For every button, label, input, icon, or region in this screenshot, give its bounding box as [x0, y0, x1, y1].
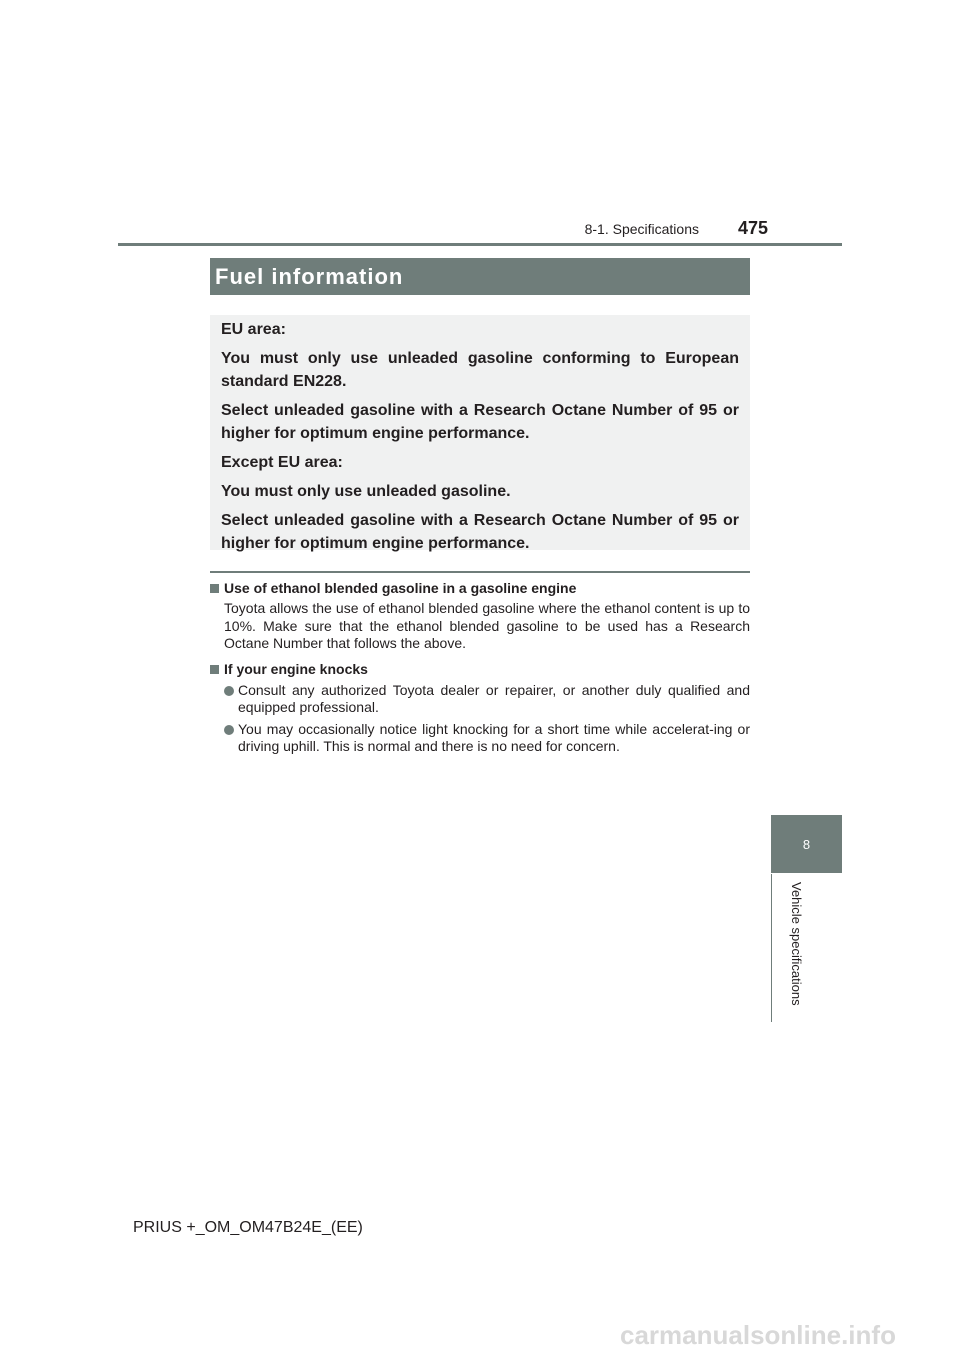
header-rule	[118, 243, 842, 246]
notes-divider	[210, 571, 750, 573]
notes-section	[210, 580, 750, 756]
except-eu-octane: Select unleaded gasoline with a Research Octane Number of 95 or higher for optimum engine performance.	[221, 512, 739, 552]
knocks-bullet-text: You may occasionally notice light knocking for a short time while accelerat-ing or driving uphill. This is normal and there is no need for concern.	[238, 720, 750, 754]
chapter-tab	[771, 815, 842, 873]
eu-area-octane: Select unleaded gasoline with a Research Octane Number of 95 or higher for optimum engine performance.	[221, 402, 739, 442]
fuel-info-box	[210, 315, 750, 550]
except-eu-label: Except EU area:	[221, 454, 343, 471]
knocks-note-heading-text: If your engine knocks	[224, 660, 368, 677]
chapter-label: Vehicle specifications	[789, 882, 804, 1006]
page-number: 475	[738, 218, 769, 238]
knocks-bullet-item	[210, 721, 750, 756]
square-bullet-icon	[210, 584, 219, 593]
square-bullet-icon	[210, 665, 219, 674]
watermark: carmanualsonline.info	[620, 1320, 896, 1350]
eu-area-requirement: You must only use unleaded gasoline conforming to European standard EN228.	[221, 350, 739, 390]
chapter-tab-rule	[771, 874, 772, 1022]
except-eu-requirement: You must only use unleaded gasoline.	[221, 483, 511, 500]
ethanol-note-heading-text: Use of ethanol blended gasoline in a gasoline engine	[224, 580, 577, 596]
section-label: 8-1. Specifications	[584, 221, 699, 237]
knocks-bullet-text: Consult any authorized Toyota dealer or repairer, or another duly qualified and equipped professional.	[238, 681, 750, 715]
ethanol-note-heading	[210, 580, 750, 597]
eu-area-label: EU area:	[221, 321, 286, 338]
section-title: Fuel information	[215, 263, 404, 289]
footer-doc-code: PRIUS +_OM_OM47B24E_(EE)	[133, 1219, 363, 1236]
round-bullet-icon	[224, 686, 234, 696]
section-title-bar	[210, 258, 750, 295]
ethanol-note-body: Toyota allows the use of ethanol blended gasoline where the ethanol content is up to 10%. Make sure that the ethanol blended gasoline to be used has a Research Octane Number that follows the above.	[224, 600, 750, 651]
chapter-number: 8	[802, 836, 811, 852]
round-bullet-icon	[224, 725, 234, 735]
knocks-note-heading	[210, 661, 750, 678]
knocks-bullet-item	[210, 682, 750, 717]
